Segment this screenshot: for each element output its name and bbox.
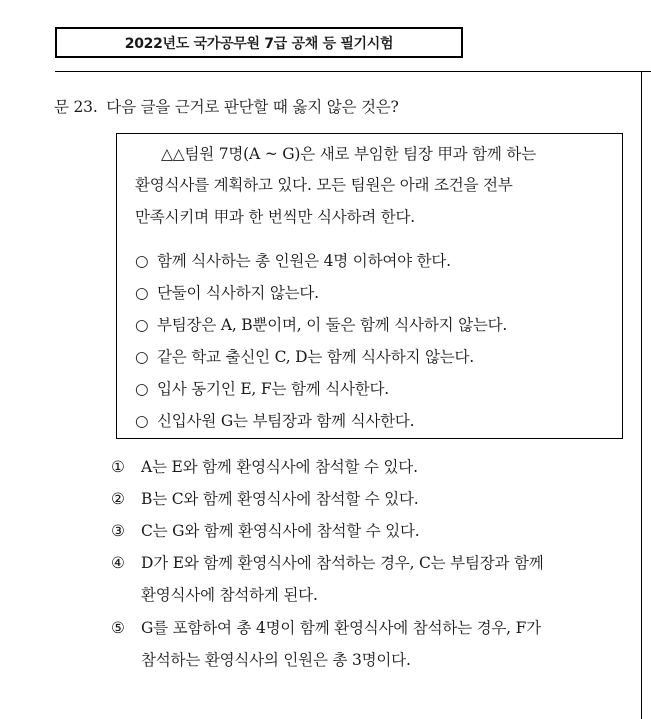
intro-line: △△팀원 7명(A ~ G)은 새로 부임한 팀장 甲과 함께 하는: [161, 145, 536, 163]
condition-text: 단둘이 식사하지 않는다.: [157, 284, 319, 302]
answer-option-4[interactable]: [111, 551, 544, 573]
intro-line: 만족시키며 甲과 한 번씩만 식사하려 한다.: [135, 208, 416, 226]
condition-item: [135, 313, 507, 335]
option-text: A는 E와 함께 환영식사에 참석할 수 있다.: [141, 458, 418, 476]
question-stem: [54, 95, 399, 117]
bullet-icon: ○: [135, 412, 149, 430]
exam-header: [55, 27, 463, 58]
answer-option-5[interactable]: [111, 616, 541, 638]
condition-item: [135, 409, 414, 431]
exam-title: 2022년도 국가공무원 7급 공채 등 필기시험: [124, 35, 394, 52]
option-number: ③: [111, 522, 125, 540]
bullet-icon: ○: [135, 380, 149, 398]
question-text: 다음 글을 근거로 판단할 때 옳지 않은 것은?: [106, 98, 399, 116]
option-number: ⑤: [111, 619, 125, 637]
option-text: D가 E와 함께 환영식사에 참석하는 경우, C는 부팀장과 함께: [141, 554, 544, 572]
option-number: ①: [111, 458, 125, 476]
bullet-icon: ○: [135, 316, 149, 334]
condition-text: 입사 동기인 E, F는 함께 식사한다.: [157, 380, 390, 398]
option-text: G를 포함하여 총 4명이 함께 환영식사에 참석하는 경우, F가: [141, 619, 541, 637]
option-text-continued: 참석하는 환영식사의 인원은 총 3명이다.: [141, 651, 411, 669]
option-number: ④: [111, 554, 125, 572]
answer-option-2[interactable]: [111, 487, 419, 509]
bullet-icon: ○: [135, 284, 149, 302]
option-text-continued: 환영식사에 참석하게 된다.: [141, 586, 318, 604]
condition-item: [135, 377, 389, 399]
option-text: B는 C와 함께 환영식사에 참석할 수 있다.: [141, 490, 419, 508]
condition-text: 부팀장은 A, B뿐이며, 이 둘은 함께 식사하지 않는다.: [157, 316, 508, 334]
condition-text: 같은 학교 출신인 C, D는 함께 식사하지 않는다.: [157, 348, 475, 366]
condition-item: [135, 345, 474, 367]
answer-option-3[interactable]: [111, 519, 420, 541]
condition-item: [135, 249, 451, 271]
column-divider: [641, 71, 642, 719]
answer-option-1[interactable]: [111, 455, 418, 477]
question-number: 문 23.: [54, 98, 98, 116]
option-number: ②: [111, 490, 125, 508]
bullet-icon: ○: [135, 252, 149, 270]
option-text: C는 G와 함께 환영식사에 참석할 수 있다.: [141, 522, 420, 540]
intro-line: 환영식사를 계획하고 있다. 모든 팀원은 아래 조건을 전부: [135, 176, 513, 194]
header-divider: [55, 71, 651, 72]
condition-text: 신입사원 G는 부팀장과 함께 식사한다.: [157, 412, 415, 430]
bullet-icon: ○: [135, 348, 149, 366]
condition-text: 함께 식사하는 총 인원은 4명 이하여야 한다.: [157, 252, 451, 270]
condition-item: [135, 281, 319, 303]
